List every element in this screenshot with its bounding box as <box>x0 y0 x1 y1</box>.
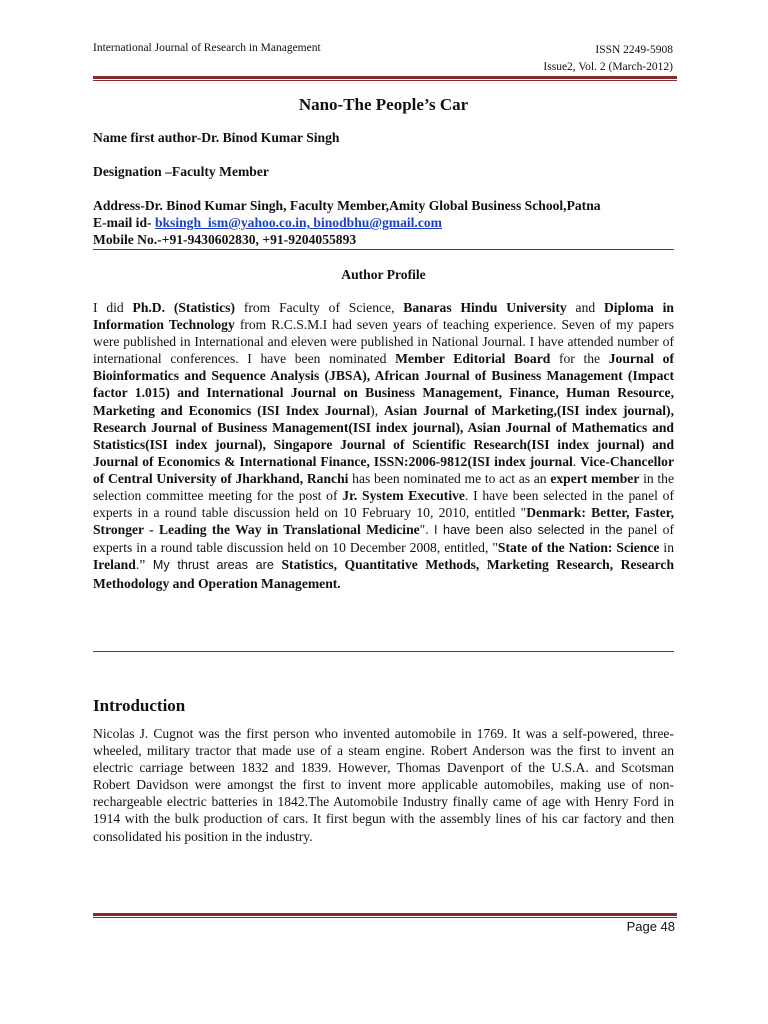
author-mobile: Mobile No.-+91-9430602830, +91-9204055893 <box>93 232 357 247</box>
issue-info <box>543 42 673 76</box>
issue: Issue2, Vol. 2 (March-2012) <box>543 61 673 73</box>
footer-rule <box>93 913 677 918</box>
author-info <box>93 129 601 248</box>
introduction-heading: Introduction <box>93 696 186 715</box>
author-profile-text: I did Ph.D. (Statistics) from Faculty of Science, Banaras Hindu University and Diploma in Information Technology from R.C.S.M.I had seven years of teaching experience. Seven of my papers were published in International and eleven were published in National Journal. I have attended number of international conferences. I have been nominated Member Editorial Board for the Journal of Bioinformatics and Sequence Analysis (JBSA), African Journal of Business Management (Impact factor 1.015) and International Journal on Business Management, Finance, Human Resource, Marketing and Economics (ISI Index Journal), Asian Journal of Marketing,(ISI index journal), Research Journal of Business Management(ISI index journal), Asian Journal of Mathematics and Statistics(ISI index journal), Singapore Journal of Scientific Research(ISI index journal) and Journal of Economics & International Finance, ISSN:2006-9812(ISI index journal. Vice-Chancellor of Central University of Jharkhand, Ranchi has been nominated me to act as an expert member in the selection committee meeting for the post of Jr. System Executive. I have been selected in the panel of experts in a round table discussion held on 10 February 10, 2010, entitled "Denmark: Better, Faster, Stronger - Leading the Way in Translational Medicine". I have been also selected in the panel of experts in a round table discussion held on 10 December 2008, entitled, "State of the Nation: Science in Ireland.” My thrust areas are Statistics, Quantitative Methods, Marketing Research, Research Methodology and Operation Management. <box>93 300 675 591</box>
email-label: E-mail id- <box>93 215 155 230</box>
journal-name: International Journal of Research in Management <box>93 42 321 54</box>
author-address: Address-Dr. Binod Kumar Singh, Faculty Member,Amity Global Business School,Patna <box>93 198 601 213</box>
header-rule <box>93 76 677 81</box>
author-profile-heading: Author Profile <box>341 267 426 282</box>
introduction-text: Nicolas J. Cugnot was the first person who invented automobile in 1769. It was a self-powered, three-wheeled, military tractor that made use of a steam engine. Robert Anderson was the first to invent an electric carriage between 1832 and 1839. However, Thomas Davenport of the U.S.A. and Scotsman Robert Davidson were amongst the first to invent more applicable automobiles, making use of non-rechargeable electric batteries in 1842.The Automobile Industry finally came of age with Henry Ford in 1914 with the bulk production of cars. It first begun with the assembly lines of his car factory and then consolidated his position in the industry. <box>93 726 674 844</box>
author-email-line <box>93 214 601 231</box>
separator-rule <box>93 249 674 250</box>
email-link[interactable]: bksingh_ism@yahoo.co.in, binodbhu@gmail.com <box>154 215 442 230</box>
paper-title: Nano-The People’s Car <box>298 95 469 114</box>
author-name: Name first author-Dr. Binod Kumar Singh <box>93 130 340 145</box>
issn: ISSN 2249-5908 <box>595 44 673 56</box>
author-designation: Designation –Faculty Member <box>93 164 269 179</box>
page-number: Page 48 <box>626 919 675 934</box>
separator-rule <box>93 651 674 652</box>
